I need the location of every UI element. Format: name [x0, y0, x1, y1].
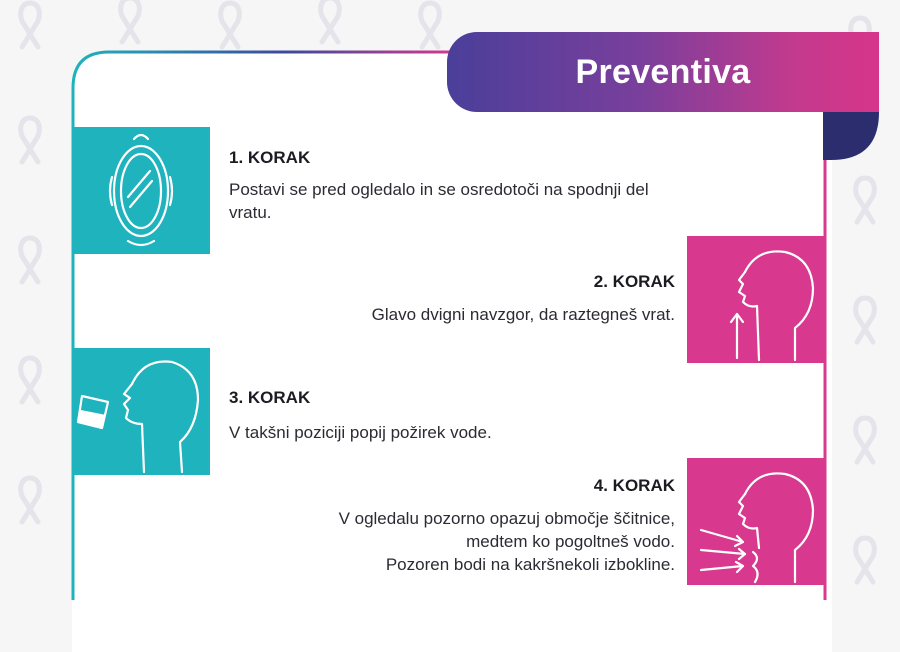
step-4-title: 4. KORAK [593, 476, 675, 495]
head-tilted-up-icon [687, 236, 825, 363]
banner-fold-corner [823, 112, 879, 160]
banner [447, 32, 879, 112]
mirror-icon [72, 127, 210, 254]
step-2-tile [687, 236, 825, 363]
step-1-text: Postavi se pred ogledalo in se osredotoči na spodnji del vratu. [229, 180, 649, 222]
page-title: Preventiva [575, 52, 751, 91]
step-4-text-line-1: V ogledalu pozorno opazuj območje ščitnice, [338, 509, 675, 528]
step-2-title: 2. KORAK [593, 272, 675, 291]
step-3-text: V takšni poziciji popij požirek vode. [229, 423, 492, 442]
step-3-tile [72, 348, 210, 475]
head-drinking-icon [72, 348, 210, 475]
step-4-tile [687, 458, 825, 585]
step-3-title: 3. KORAK [229, 388, 311, 407]
step-1-tile [72, 127, 210, 254]
step-1-title: 1. KORAK [229, 148, 311, 167]
head-neck-arrows-icon [687, 458, 825, 585]
step-2-text: Glavo dvigni navzgor, da raztegneš vrat. [371, 305, 675, 324]
step-4-text-line-3: Pozoren bodi na kakršnekoli izbokline. [385, 555, 675, 574]
step-4-text-line-2: medtem ko pogoltneš vodo. [466, 532, 675, 551]
